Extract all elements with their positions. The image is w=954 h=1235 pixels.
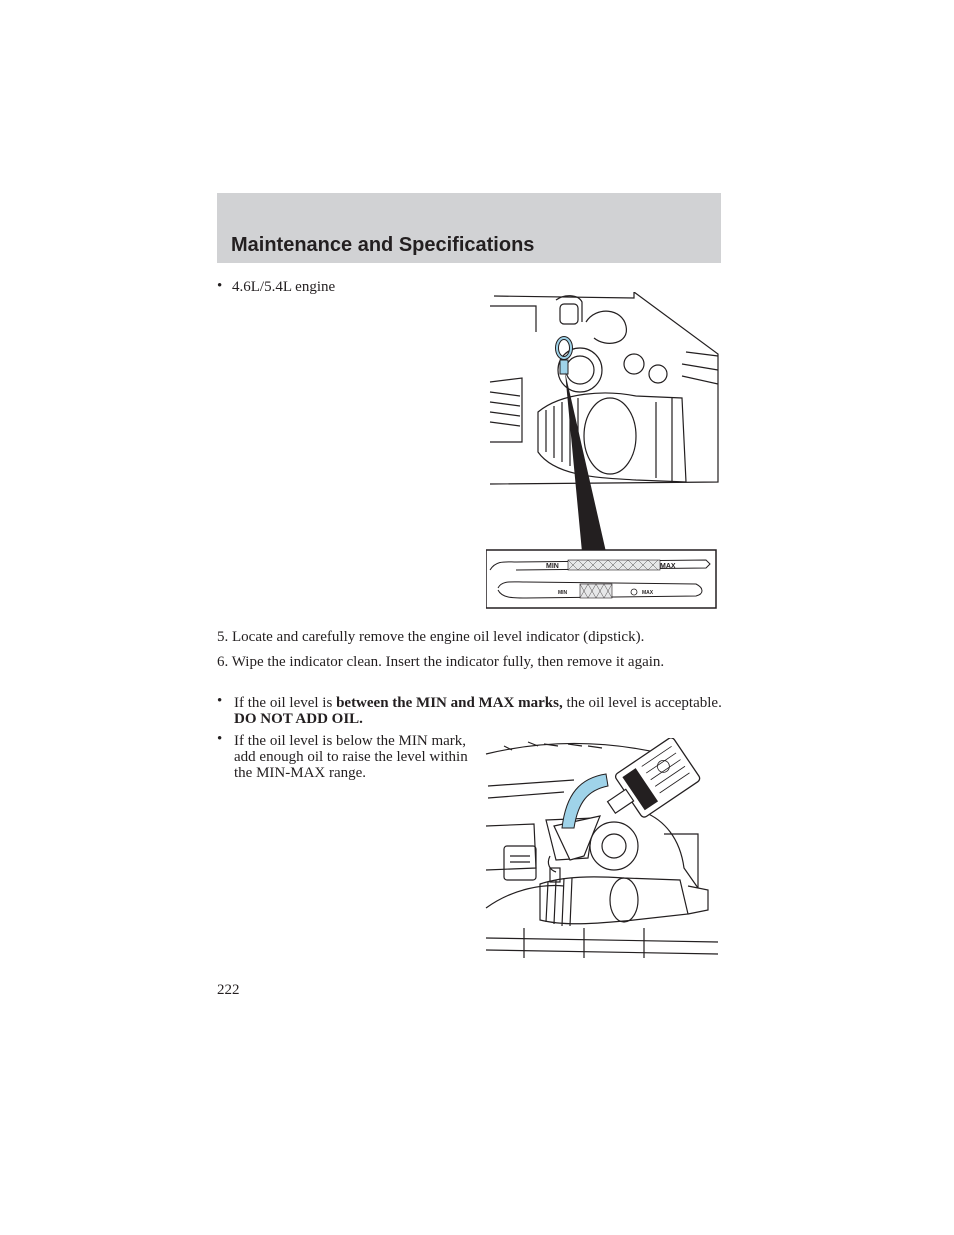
engine-type-label: 4.6L/5.4L engine bbox=[232, 279, 336, 295]
step-6-text: 6. Wipe the indicator clean. Insert the indicator fully, then remove it again. bbox=[217, 654, 665, 670]
step-5-text: 5. Locate and carefully remove the engine oil level indicator (dipstick). bbox=[217, 629, 645, 645]
page-number: 222 bbox=[217, 982, 240, 998]
bullet-dot: • bbox=[217, 278, 223, 294]
add-oil-illustration bbox=[484, 738, 720, 958]
bullet-dot: • bbox=[217, 693, 223, 709]
engine-dipstick-illustration bbox=[486, 292, 720, 610]
oil-level-low-text: If the oil level is below the MIN mark, add enough oil to raise the level within the MIN-MAX range. bbox=[234, 733, 468, 781]
oil-level-acceptable-text: If the oil level is between the MIN and MAX marks, the oil level is acceptable. DO NOT ADD OIL. bbox=[234, 695, 722, 727]
header-band bbox=[217, 193, 721, 263]
bullet-dot: • bbox=[217, 731, 223, 747]
page-title: Maintenance and Specifications bbox=[231, 234, 535, 256]
dipstick-lower-max-label: MAX bbox=[642, 590, 654, 596]
dipstick-max-label: MAX bbox=[660, 563, 676, 570]
dipstick-lower-min-label: MIN bbox=[558, 590, 568, 596]
dipstick-min-label: MIN bbox=[546, 563, 559, 570]
